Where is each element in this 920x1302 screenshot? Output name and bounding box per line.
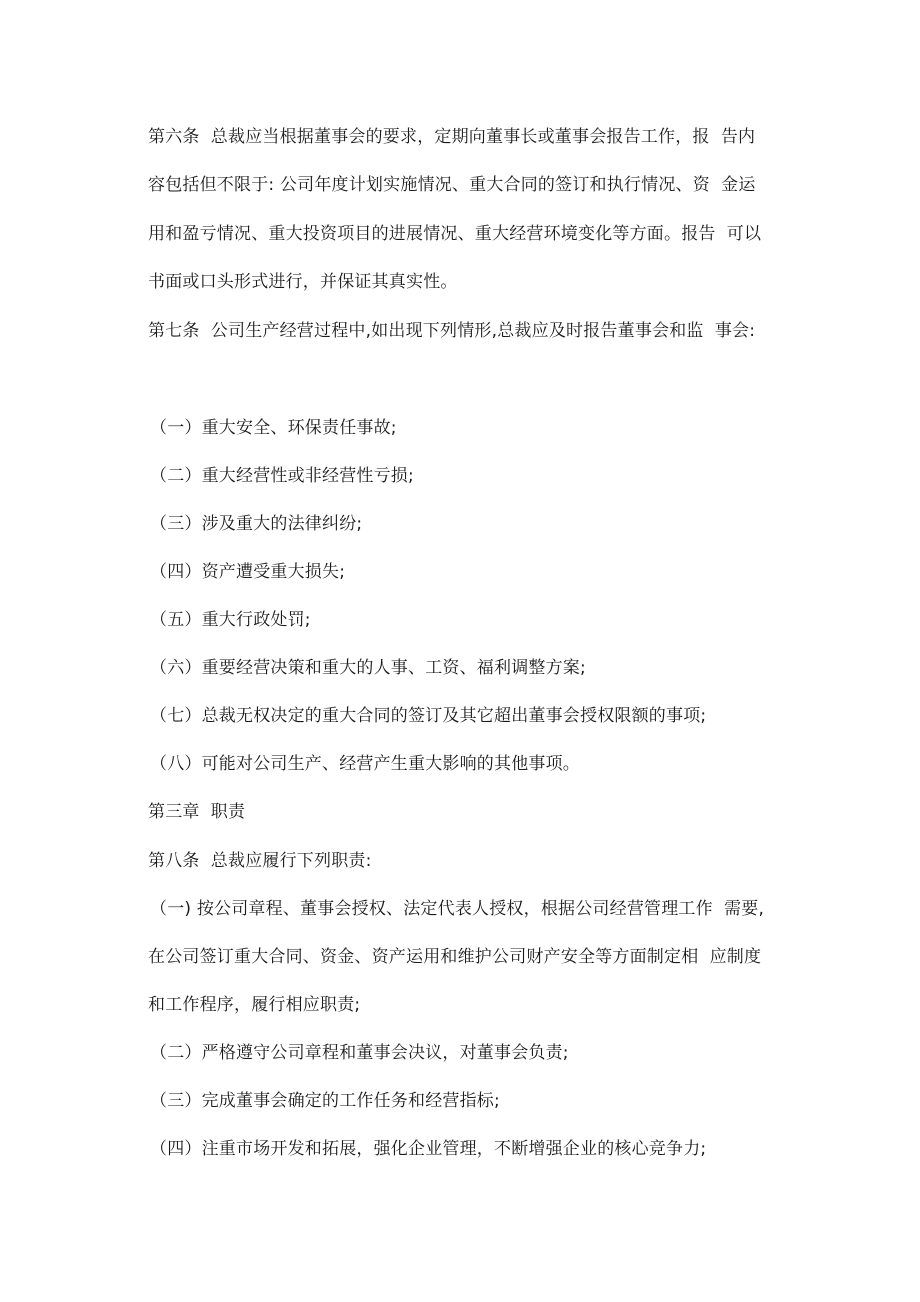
article-6-line-4: 书面或口头形式进行，并保证其真实性。: [148, 272, 458, 292]
article-8-heading: 第八条 总裁应履行下列职责:: [148, 851, 372, 871]
article-7-heading: 第七条 公司生产经营过程中,如出现下列情形,总裁应及时报告董事会和监 事会:: [148, 321, 756, 341]
chapter-3-title: 第三章 职责: [148, 802, 246, 822]
article-7-item-3: （三）涉及重大的法律纠纷;: [150, 514, 363, 534]
article-7-item-1: （一）重大安全、环保责任事故;: [150, 418, 397, 438]
article-8-item-3: （三）完成董事会确定的工作任务和经营指标;: [150, 1091, 500, 1111]
article-7-item-7: （七）总裁无权决定的重大合同的签订及其它超出董事会授权限额的事项;: [150, 706, 707, 726]
article-8-item-1-line-2: 在公司签订重大合同、资金、资产运用和维护公司财产安全等方面制定相 应制度: [148, 947, 762, 967]
article-8-item-1-line-3: 和工作程序，履行相应职责;: [148, 995, 361, 1015]
article-7-item-4: （四）资产遭受重大损失;: [150, 562, 346, 582]
article-8-item-1-line-1: （一) 按公司章程、董事会授权、法定代表人授权，根据公司经营管理工作 需要,: [150, 899, 765, 919]
article-6-line-1: 第六条 总裁应当根据董事会的要求，定期向董事长或董事会报告工作，报 告内: [148, 127, 756, 147]
article-7-item-2: （二）重大经营性或非经营性亏损;: [150, 466, 414, 486]
article-6-line-2: 容包括但不限于: 公司年度计划实施情况、重大合同的签订和执行情况、资 金运: [148, 175, 756, 195]
article-7-item-8: （八）可能对公司生产、经营产生重大影响的其他事项。: [150, 754, 580, 774]
article-7-item-5: （五）重大行政处罚;: [150, 610, 311, 630]
article-8-item-2: （二）严格遵守公司章程和董事会决议，对董事会负责;: [150, 1043, 569, 1063]
article-8-item-4: （四）注重市场开发和拓展，强化企业管理，不断增强企业的核心竞争力;: [150, 1139, 707, 1159]
article-7-item-6: （六）重要经营决策和重大的人事、工资、福利调整方案;: [150, 658, 586, 678]
article-6-line-3: 用和盈亏情况、重大投资项目的进展情况、重大经营环境变化等方面。报告 可以: [148, 224, 762, 244]
